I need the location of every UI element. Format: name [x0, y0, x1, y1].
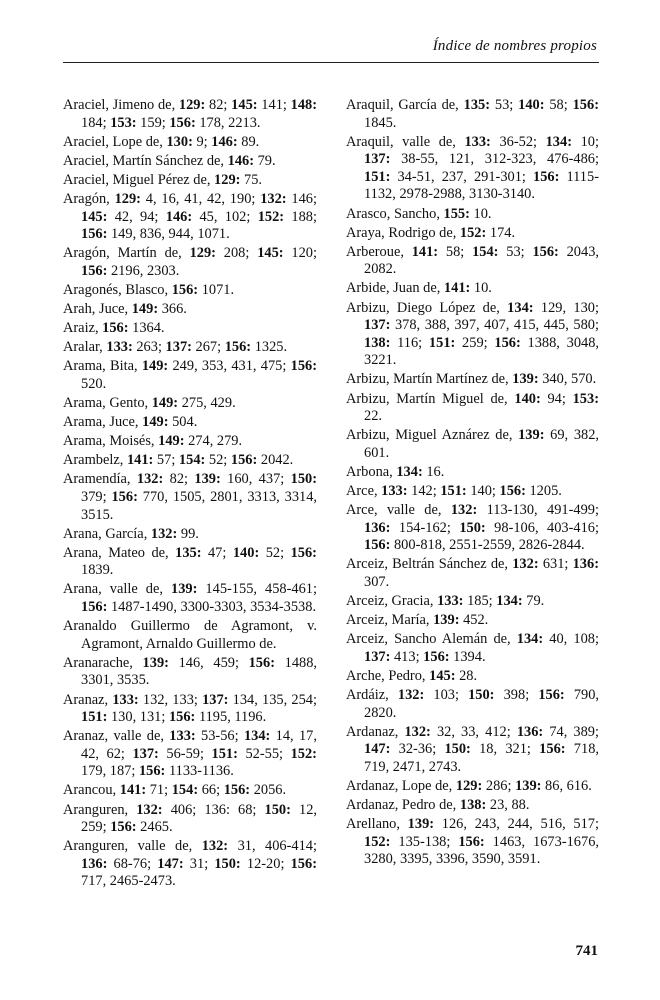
index-entry: Arceiz, Sancho Alemán de, 134: 40, 108; 137: 413; 156: 1394.	[346, 631, 599, 665]
index-entry: Aranaz, 133: 132, 133; 137: 134, 135, 254; 151: 130, 131; 156: 1195, 1196.	[63, 691, 317, 726]
index-entry: Araquil, García de, 135: 53; 140: 58; 156: 1845.	[346, 97, 599, 131]
index-entry: Arancou, 141: 71; 154: 66; 156: 2056.	[63, 782, 287, 799]
index-entry: Araciel, Martín Sánchez de, 146: 79.	[63, 152, 276, 169]
index-entry: Arellano, 139: 126, 243, 244, 516, 517; 152: 135-138; 156: 1463, 1673-1676, 3280, 3395, 3396, 3590, 3591.	[346, 816, 599, 868]
index-entry: Araciel, Jimeno de, 129: 82; 145: 141; 148: 184; 153: 159; 156: 178, 2213.	[63, 97, 318, 131]
page-number: 741	[575, 943, 598, 959]
index-entry: Arbizu, Martín Miguel de, 140: 94; 153: 22.	[346, 390, 599, 425]
index-entry: Arama, Bita, 149: 249, 353, 431, 475; 156: 520.	[63, 358, 318, 392]
index-entry: Arama, Gento, 149: 275, 429.	[63, 395, 236, 411]
index-entry: Aranguren, valle de, 132: 31, 406-414; 136: 68-76; 147: 31; 150: 12-20; 156: 717, 2465-2473.	[63, 838, 317, 890]
index-entry: Ardanaz, Pedro de, 138: 23, 88.	[346, 797, 530, 814]
index-entry: Arche, Pedro, 145: 28.	[346, 667, 478, 684]
index-column-left	[63, 97, 317, 893]
index-entry: Aragón, 129: 4, 16, 41, 42, 190; 132: 146; 145: 42, 94; 146: 45, 102; 152: 188; 156: 149, 836, 944, 1071.	[63, 190, 318, 243]
index-entry: Arah, Juce, 149: 366.	[63, 301, 187, 318]
index-entry: Arbona, 134: 16.	[346, 463, 445, 480]
index-entry: Araciel, Lope de, 130: 9; 146: 89.	[63, 133, 260, 150]
index-entry: Aranaz, valle de, 133: 53-56; 134: 14, 17, 42, 62; 137: 56-59; 151: 52-55; 152: 179, 187; 156: 1133-1136.	[63, 728, 317, 780]
index-entry: Arbizu, Miguel Aznárez de, 139: 69, 382, 601.	[346, 427, 599, 461]
index-entry: Arce, 133: 142; 151: 140; 156: 1205.	[346, 482, 562, 499]
index-entry: Arana, Mateo de, 135: 47; 140: 52; 156: 1839.	[63, 544, 317, 579]
index-entry: Arana, García, 132: 99.	[63, 525, 199, 542]
index-column-right	[346, 97, 599, 870]
index-entry: Aramendía, 132: 82; 139: 160, 437; 150: 379; 156: 770, 1505, 2801, 3313, 3314, 3515.	[63, 471, 318, 523]
index-entry: Ardanaz, 132: 32, 33, 412; 136: 74, 389; 147: 32-36; 150: 18, 321; 156: 718, 719, 2471, 2743.	[346, 723, 599, 775]
index-entry: Aragón, Martín de, 129: 208; 145: 120; 156: 2196, 2303.	[63, 245, 317, 279]
index-entry: Ardanaz, Lope de, 129: 286; 139: 86, 616.	[346, 777, 592, 794]
index-entry: Araciel, Miguel Pérez de, 129: 75.	[63, 171, 263, 188]
index-entry: Arceiz, Gracia, 133: 185; 134: 79.	[346, 593, 545, 610]
running-head: Índice de nombres propios	[432, 38, 597, 54]
index-entry: Aralar, 133: 263; 137: 267; 156: 1325.	[63, 339, 288, 356]
index-entry: Araquil, valle de, 133: 36-52; 134: 10; 137: 38-55, 121, 312-323, 476-486; 151: 34-51, 237, 291-301; 156: 1115-1132, 2978-2988, 3130-3140.	[346, 133, 599, 203]
index-entry: Ardáiz, 132: 103; 150: 398; 156: 790, 2820.	[346, 687, 600, 721]
index-entry: Arambelz, 141: 57; 154: 52; 156: 2042.	[63, 452, 294, 469]
index-entry: Arbide, Juan de, 141: 10.	[346, 280, 492, 297]
index-entry: Arama, Juce, 149: 504.	[63, 414, 198, 431]
index-entry: Arana, valle de, 139: 145-155, 458-461; 156: 1487-1490, 3300-3303, 3534-3538.	[63, 581, 317, 616]
index-entry: Arasco, Sancho, 155: 10.	[346, 205, 492, 222]
index-entry: Araya, Rodrigo de, 152: 174.	[346, 224, 516, 241]
index-entry: Araiz, 156: 1364.	[63, 320, 165, 337]
header-rule	[63, 62, 599, 63]
index-entry: Arama, Moisés, 149: 274, 279.	[63, 433, 243, 450]
index-entry: Arbizu, Diego López de, 134: 129, 130; 137: 378, 388, 397, 407, 415, 445, 580; 138: 116; 151: 259; 156: 1388, 3048, 3221.	[346, 299, 599, 369]
index-entry: Arce, valle de, 132: 113-130, 491-499; 136: 154-162; 150: 98-106, 403-416; 156: 800-818, 2551-2559, 2826-2844.	[346, 502, 600, 554]
index-entry: Aragonés, Blasco, 156: 1071.	[63, 281, 235, 298]
index-entry: Arbizu, Martín Martínez de, 139: 340, 570.	[346, 371, 597, 388]
index-entry: Arceiz, Beltrán Sánchez de, 132: 631; 136: 307.	[346, 556, 599, 590]
index-entry: Arceiz, María, 139: 452.	[346, 612, 489, 629]
index-entry: Aranaldo Guillermo de Agramont, v. Agramont, Arnaldo Guillermo de.	[63, 618, 317, 652]
index-entry: Aranguren, 132: 406; 136: 68; 150: 12, 259; 156: 2465.	[63, 801, 317, 836]
index-entry: Arberoue, 141: 58; 154: 53; 156: 2043, 2082.	[346, 243, 599, 278]
index-entry: Aranarache, 139: 146, 459; 156: 1488, 3301, 3535.	[63, 654, 318, 689]
